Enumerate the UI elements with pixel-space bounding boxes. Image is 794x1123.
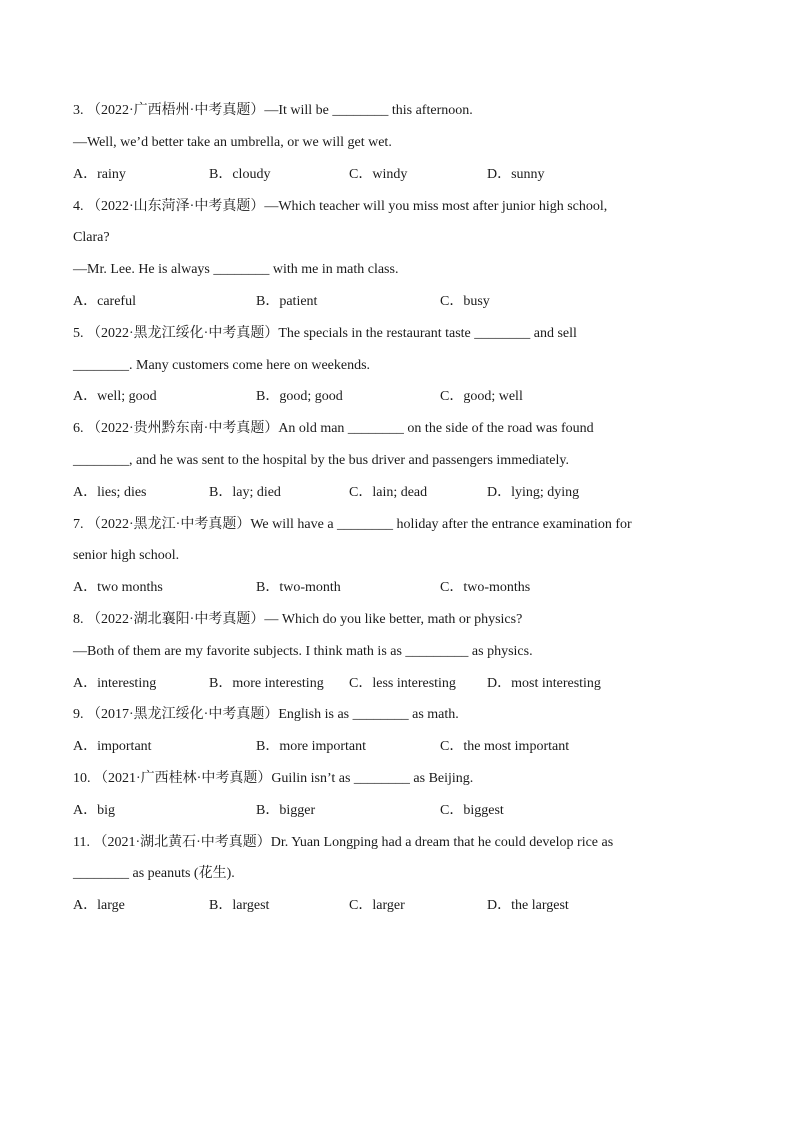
question-8-stem: 8. （2022·湖北襄阳·中考真题）— Which do you like better, math or physics? [73, 612, 523, 627]
option-b[interactable]: B．two-month [256, 580, 341, 595]
question-5-line-2: ________. Many customers come here on weekends. [73, 358, 371, 373]
question-7-options [73, 578, 724, 598]
question-11-line-2: ________ as peanuts (花生). [73, 866, 235, 881]
question-8-options [73, 674, 724, 694]
question-9-options [73, 737, 724, 757]
option-c[interactable]: C．busy [440, 294, 490, 309]
option-a[interactable]: A．two months [73, 580, 163, 595]
question-3-options [73, 165, 724, 185]
option-b[interactable]: B．good; good [256, 389, 343, 404]
option-a[interactable]: A．well; good [73, 389, 157, 404]
question-7-stem: 7. （2022·黑龙江·中考真题）We will have a ________ holiday after the entrance examination for [73, 517, 632, 532]
option-a[interactable]: A．rainy [73, 167, 126, 182]
option-a[interactable]: A．big [73, 803, 115, 818]
question-9-stem: 9. （2017·黑龙江绥化·中考真题）English is as ________ as math. [73, 707, 459, 722]
option-a[interactable]: A．lies; dies [73, 485, 147, 500]
question-7-line-2: senior high school. [73, 548, 180, 563]
question-11-stem: 11. （2021·湖北黄石·中考真题）Dr. Yuan Longping had a dream that he could develop rice as [73, 835, 614, 850]
question-6-line-2: ________, and he was sent to the hospital by the bus driver and passengers immediately. [73, 453, 569, 468]
option-b[interactable]: B．cloudy [209, 167, 271, 182]
option-a[interactable]: A．large [73, 898, 125, 913]
option-a[interactable]: A．careful [73, 294, 136, 309]
option-b[interactable]: B．largest [209, 898, 270, 913]
option-b[interactable]: B．bigger [256, 803, 316, 818]
option-c[interactable]: C．the most important [440, 739, 570, 754]
question-4-line-2: Clara? [73, 230, 110, 245]
option-b[interactable]: B．more important [256, 739, 367, 754]
question-11-options [73, 896, 724, 916]
option-c[interactable]: C．lain; dead [349, 485, 428, 500]
question-4-line-3: —Mr. Lee. He is always ________ with me in math class. [73, 262, 399, 277]
question-10-options [73, 801, 724, 821]
option-c[interactable]: C．less interesting [349, 676, 456, 691]
option-a[interactable]: A．important [73, 739, 152, 754]
option-d[interactable]: D．most interesting [487, 676, 601, 691]
question-5-options [73, 387, 724, 407]
question-4-stem: 4. （2022·山东菏泽·中考真题）—Which teacher will you miss most after junior high school, [73, 199, 608, 214]
option-a[interactable]: A．interesting [73, 676, 157, 691]
option-c[interactable]: C．biggest [440, 803, 504, 818]
question-3-line-2: —Well, we’d better take an umbrella, or we will get wet. [73, 135, 392, 150]
question-6-options [73, 483, 724, 503]
option-d[interactable]: D．the largest [487, 898, 569, 913]
option-c[interactable]: C．two-months [440, 580, 531, 595]
question-5-stem: 5. （2022·黑龙江绥化·中考真题）The specials in the restaurant taste ________ and sell [73, 326, 577, 341]
option-d[interactable]: D．sunny [487, 167, 545, 182]
question-10-stem: 10. （2021·广西桂林·中考真题）Guilin isn’t as ________ as Beijing. [73, 771, 474, 786]
question-6-stem: 6. （2022·贵州黔东南·中考真题）An old man ________ on the side of the road was found [73, 421, 594, 436]
option-b[interactable]: B．patient [256, 294, 318, 309]
option-b[interactable]: B．more interesting [209, 676, 324, 691]
option-b[interactable]: B．lay; died [209, 485, 281, 500]
option-d[interactable]: D．lying; dying [487, 485, 580, 500]
option-c[interactable]: C．good; well [440, 389, 523, 404]
question-4-options [73, 292, 724, 312]
question-8-line-2: —Both of them are my favorite subjects. I think math is as _________ as physics. [73, 644, 533, 659]
option-c[interactable]: C．larger [349, 898, 405, 913]
option-c[interactable]: C．windy [349, 167, 408, 182]
question-3-stem: 3. （2022·广西梧州·中考真题）—It will be ________ this afternoon. [73, 103, 473, 118]
